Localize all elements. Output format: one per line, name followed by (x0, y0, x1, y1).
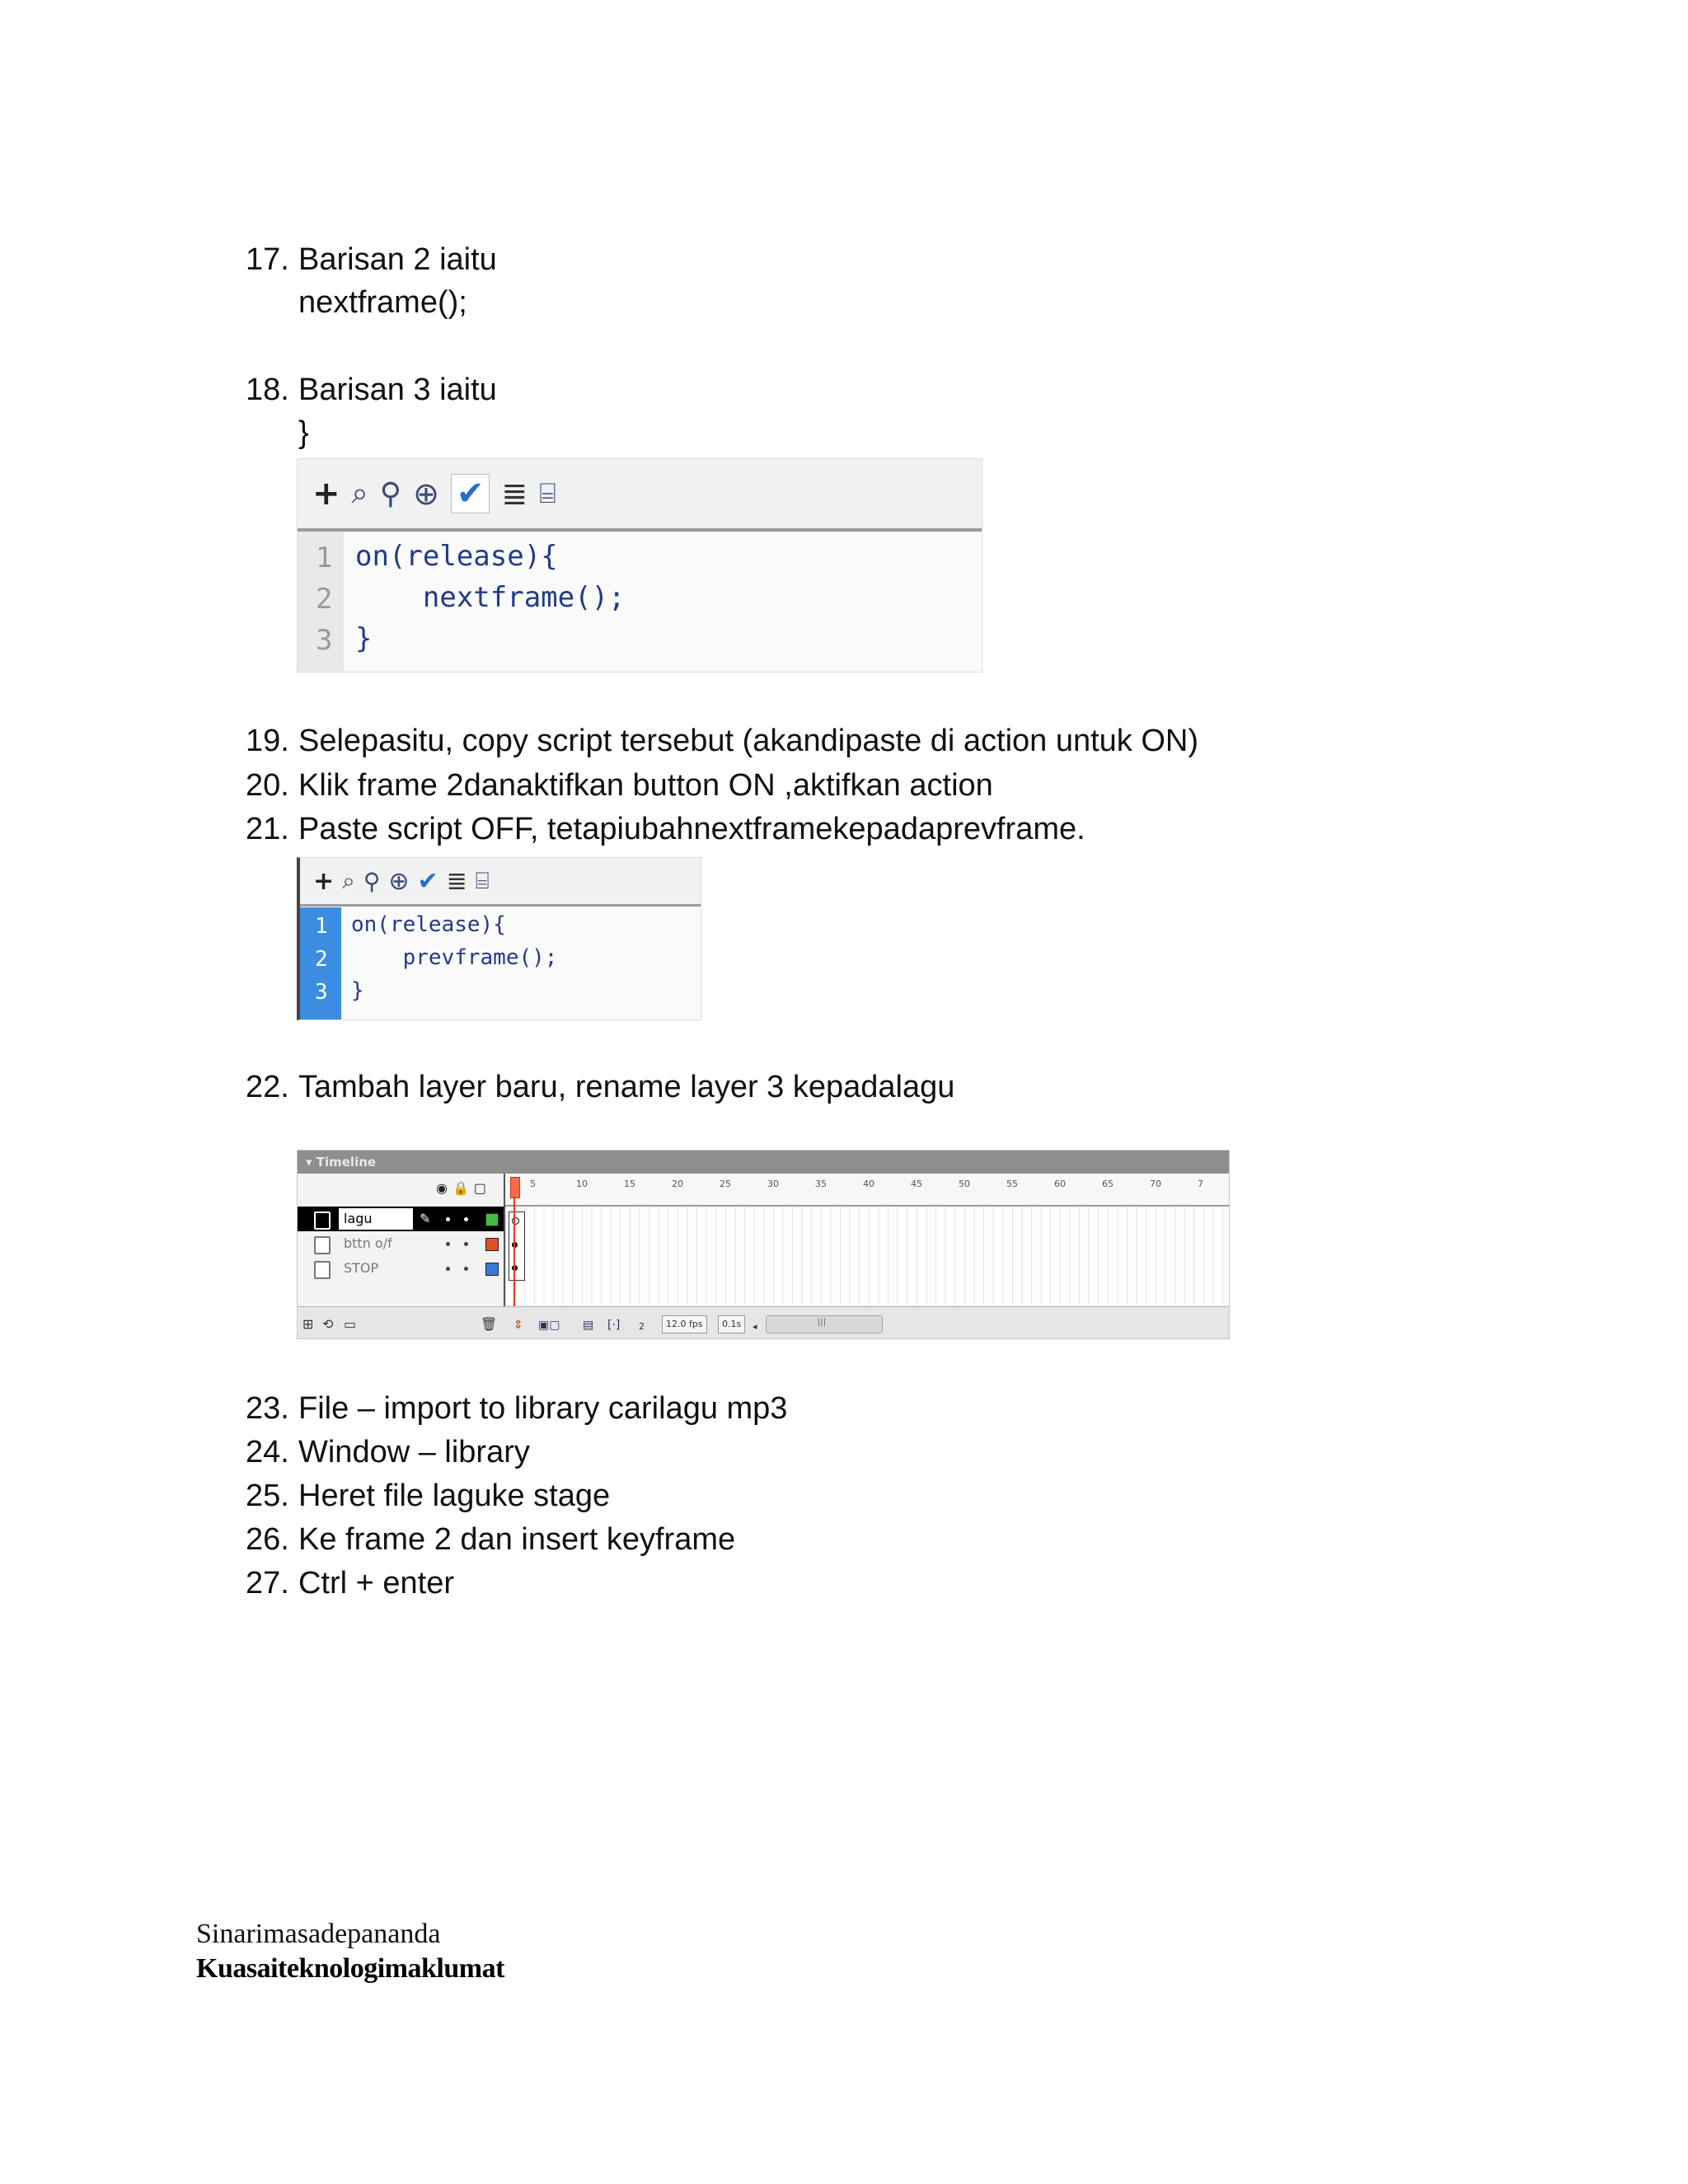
actions-panel-screenshot-1 (297, 458, 982, 673)
onion-outline-icon[interactable]: ▤ (583, 1319, 594, 1332)
code-line: on(release){ (355, 540, 558, 573)
add-icon: + (312, 475, 340, 513)
line-number: 3 (315, 980, 328, 1005)
ruler-label: 50 (959, 1179, 970, 1189)
add-layer-icon[interactable]: ⊞ (302, 1316, 314, 1332)
step-number: 25. (246, 1479, 289, 1513)
target-icon: ⊕ (388, 866, 410, 896)
ruler-label: 10 (576, 1179, 588, 1189)
pencil-icon: ✎ (420, 1211, 431, 1226)
layer-row-stop[interactable] (298, 1256, 504, 1281)
eye-icon: ◉ (436, 1180, 452, 1196)
ruler-label: 7 (1198, 1179, 1203, 1189)
frame-rate[interactable]: 12.0 fps (662, 1315, 707, 1333)
step-number: 17. (246, 242, 289, 277)
visibility-dot (446, 1217, 450, 1221)
layer-header-icons (436, 1180, 491, 1196)
ruler-label: 55 (1006, 1179, 1018, 1189)
layer-name: lagu (339, 1208, 413, 1230)
code-area (300, 907, 701, 1019)
ruler-label: 20 (672, 1179, 683, 1189)
layer-icon (314, 1261, 331, 1279)
layer-row-bttn[interactable] (298, 1231, 504, 1256)
code-line: on(release){ (351, 912, 506, 937)
auto-format-icon: ≣ (446, 866, 467, 896)
step-number: 26. (246, 1522, 289, 1557)
playhead-line (513, 1197, 515, 1316)
frame-ruler[interactable] (505, 1174, 1229, 1207)
elapsed-time: 0.1s (718, 1315, 745, 1333)
check-syntax-icon: ✔ (451, 474, 490, 513)
step-number: 27. (246, 1566, 289, 1601)
lock-dot (464, 1242, 468, 1246)
line-number: 1 (316, 541, 333, 574)
step-text: Barisan 2 iaitu (298, 242, 497, 277)
actions-toolbar (298, 459, 982, 532)
line-number: 2 (316, 583, 333, 616)
step-number: 22. (246, 1070, 289, 1104)
code-line: nextframe(); (355, 581, 626, 614)
code-hint-icon: ⌸ (539, 477, 556, 510)
add-guide-icon[interactable]: ⟲ (322, 1316, 334, 1332)
onion-skin-icon[interactable]: ▣▢ (538, 1319, 560, 1332)
step-17-code: nextframe(); (298, 285, 467, 320)
lock-icon: 🔒 (452, 1180, 474, 1196)
playhead-handle (510, 1177, 520, 1198)
trash-icon[interactable]: 🗑 (481, 1316, 498, 1332)
code-line: } (355, 622, 373, 655)
step-number: 21. (246, 812, 289, 846)
ruler-label: 35 (815, 1179, 827, 1189)
visibility-dot (446, 1267, 450, 1271)
target-icon: ⊕ (413, 476, 439, 512)
timeline-panel-screenshot (297, 1150, 1230, 1339)
line-number: 2 (315, 947, 328, 972)
step-text: Selepasitu, copy script tersebut (akandipaste di action untuk ON) (298, 724, 1199, 758)
ruler-label: 25 (720, 1179, 731, 1189)
edit-multiple-icon[interactable]: [·] (607, 1319, 621, 1332)
step-number: 18. (246, 373, 289, 407)
ruler-label: 65 (1102, 1179, 1114, 1189)
find-replace-icon: ⚲ (363, 867, 381, 895)
layer-row-lagu[interactable] (298, 1207, 504, 1231)
step-text: Ctrl + enter (298, 1566, 455, 1601)
step-text: Klik frame 2danaktifkan button ON ,aktifkan action (298, 768, 993, 803)
step-text: File – import to library carilagu mp3 (298, 1391, 788, 1426)
auto-format-icon: ≣ (501, 476, 528, 512)
add-icon: + (313, 866, 335, 896)
actions-toolbar (300, 858, 701, 907)
ruler-label: 5 (530, 1179, 536, 1189)
layer-icon (314, 1212, 331, 1230)
step-text: Barisan 3 iaitu (298, 373, 497, 407)
timeline-title: ▾ Timeline (298, 1151, 1229, 1174)
frame-grid[interactable] (505, 1207, 1229, 1305)
step-text: Tambah layer baru, rename layer 3 kepadalagu (298, 1070, 955, 1104)
step-number: 20. (246, 768, 289, 803)
outline-icon: ▢ (473, 1180, 492, 1196)
code-hint-icon: ⌸ (475, 867, 490, 894)
ruler-label: 40 (863, 1179, 874, 1189)
horizontal-scrollbar[interactable] (766, 1315, 883, 1333)
line-number: 1 (315, 914, 328, 939)
layer-name: STOP (344, 1260, 379, 1276)
lock-dot (464, 1267, 468, 1271)
find-replace-icon: ⚲ (379, 476, 402, 511)
step-text: Ke frame 2 dan insert keyframe (298, 1522, 736, 1557)
ruler-label: 45 (911, 1179, 922, 1189)
ruler-label: 70 (1150, 1179, 1161, 1189)
center-frame-icon[interactable]: ⇕ (513, 1319, 523, 1332)
footer-line-2: Kuasaiteknologimaklumat (196, 1953, 504, 1984)
step-number: 24. (246, 1435, 289, 1469)
ruler-label: 15 (624, 1179, 635, 1189)
step-18-code: } (298, 415, 309, 450)
code-line: prevframe(); (351, 945, 558, 970)
scroll-left-icon[interactable]: ◂ (753, 1321, 757, 1332)
check-syntax-icon: ✔ (417, 866, 438, 896)
footer-line-1: Sinarimasadepananda (196, 1919, 441, 1949)
find-icon: ⌕ (342, 867, 355, 894)
timeline-status-bar (298, 1306, 1229, 1338)
layer-color-swatch (485, 1238, 499, 1251)
line-number: 3 (316, 624, 333, 657)
code-line: } (351, 978, 364, 1003)
lock-dot (464, 1217, 468, 1221)
step-number: 23. (246, 1391, 289, 1426)
code-area (298, 532, 982, 672)
playhead[interactable] (510, 1174, 518, 1314)
layer-color-swatch (485, 1213, 499, 1226)
ruler-label: 60 (1054, 1179, 1066, 1189)
find-icon: ⌕ (351, 476, 368, 510)
current-frame: 2 (639, 1321, 645, 1332)
add-folder-icon[interactable]: ▭ (344, 1316, 357, 1332)
layer-icon (314, 1236, 331, 1254)
visibility-dot (446, 1242, 450, 1246)
scroll-grip-icon: ||| (818, 1318, 827, 1327)
layer-name: bttn o/f (344, 1235, 392, 1251)
step-number: 19. (246, 724, 289, 758)
step-text: Paste script OFF, tetapiubahnextframekepadaprevframe. (298, 812, 1085, 846)
actions-panel-screenshot-2 (297, 857, 701, 1020)
layer-color-swatch (485, 1263, 499, 1276)
ruler-label: 30 (767, 1179, 779, 1189)
step-text: Heret file laguke stage (298, 1479, 611, 1513)
step-text: Window – library (298, 1435, 530, 1469)
